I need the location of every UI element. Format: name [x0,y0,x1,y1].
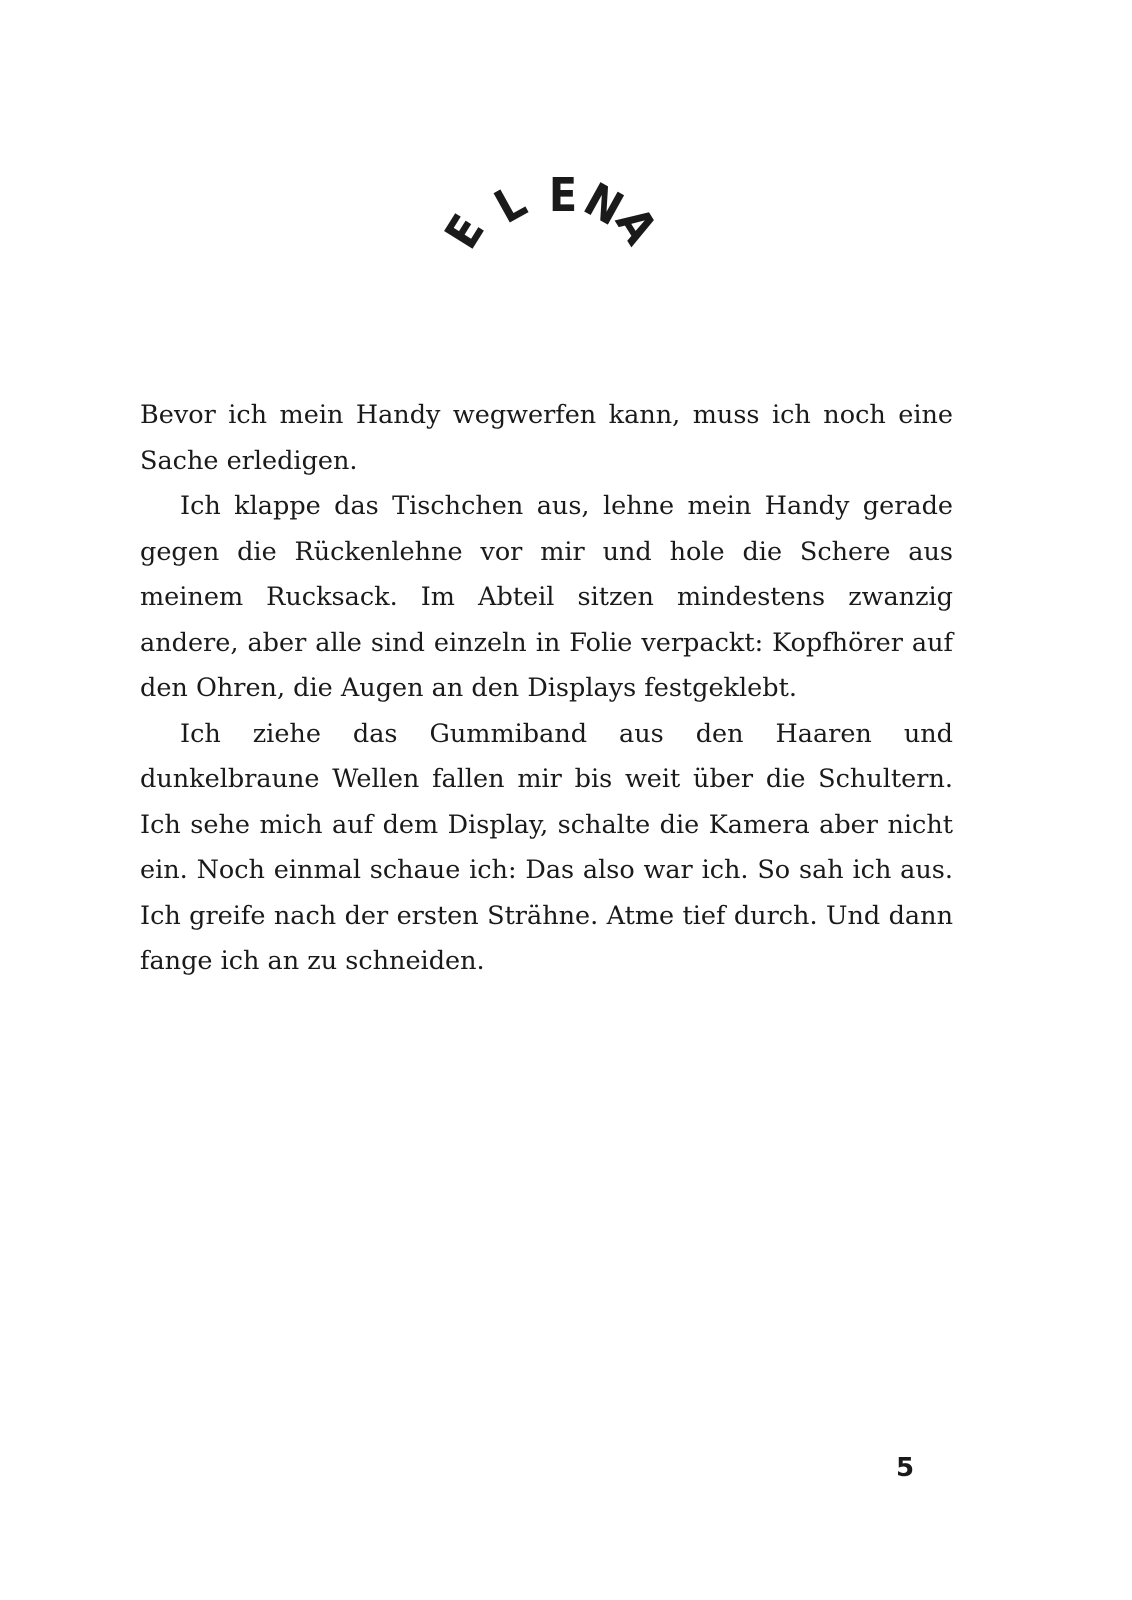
chapter-title-arc [0,0,1132,300]
paragraph: Bevor ich mein Handy wegwerfen kann, muss ich noch eine Sache erledigen. [140,400,953,476]
chapter-title-letter: A [605,197,668,254]
chapter-title-letter: L [485,173,535,235]
chapter-title-letter: E [548,168,578,222]
page-number: 5 [896,1453,915,1483]
chapter-title-letter: N [575,171,632,237]
chapter-title-letter: E [434,205,495,258]
body-text [140,393,953,985]
paragraph: Ich ziehe das Gummiband aus den Haaren und dunkelbraune Wellen fallen mir bis weit über die Schultern. Ich sehe mich auf dem Display, schalte die Kamera aber nicht ein. Noch einmal schaue ich: Das also war ich. So sah ich aus. Ich greife nach der ersten Strähne. Atme tief durch. Und dann fange ich an zu schneiden. [140,718,953,976]
chapter-title [0,0,1132,300]
paragraph: Ich klappe das Tischchen aus, lehne mein Handy gerade gegen die Rückenlehne vor mir und hole die Schere aus meinem Rucksack. Im Abteil sitzen mindestens zwanzig andere, aber alle sind einzeln in Folie verpackt: Kopfhörer auf den Ohren, die Augen an den Displays festgeklebt. [140,491,953,703]
